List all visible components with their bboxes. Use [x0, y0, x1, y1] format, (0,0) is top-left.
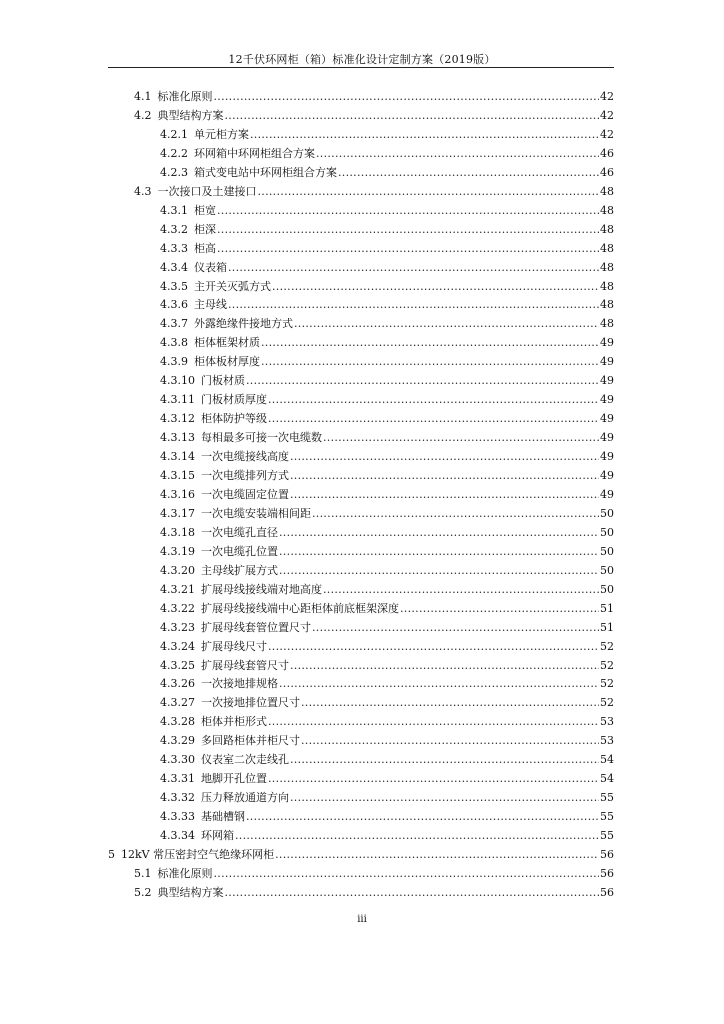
toc-dot-leader	[312, 619, 599, 638]
toc-dot-leader	[290, 789, 599, 808]
toc-dot-leader	[246, 808, 599, 827]
toc-entry-number: 4.3.6	[160, 298, 188, 312]
toc-entry[interactable]	[160, 770, 614, 789]
toc-entry[interactable]	[160, 240, 614, 259]
toc-entry-page: 55	[600, 829, 614, 843]
toc-entry-title: 每相最多可接一次电缆数	[201, 431, 322, 445]
toc-entry-page: 48	[600, 203, 614, 217]
toc-dot-leader	[301, 694, 599, 713]
toc-entry-page: 54	[600, 772, 614, 786]
toc-entry-page: 49	[600, 355, 614, 369]
toc-entry[interactable]	[160, 675, 614, 694]
toc-dot-leader	[316, 145, 599, 164]
toc-entry[interactable]	[160, 581, 614, 600]
toc-entry-title: 一次电缆接线高度	[201, 450, 289, 464]
toc-entry[interactable]	[160, 789, 614, 808]
toc-dot-leader	[323, 429, 599, 448]
toc-entry-title: 典型结构方案	[157, 885, 224, 899]
toc-entry-title: 柜宽	[194, 203, 216, 217]
toc-entry-number: 4.3.26	[160, 677, 195, 691]
toc-entry[interactable]	[160, 562, 614, 581]
toc-entry-number: 4.3.11	[160, 393, 195, 407]
toc-entry[interactable]	[160, 334, 614, 353]
toc-dot-leader	[290, 657, 599, 676]
toc-entry-number: 4.3.1	[160, 203, 188, 217]
toc-entry[interactable]	[160, 164, 614, 183]
toc-entry-title: 一次接口及土建接口	[157, 184, 257, 198]
toc-entry[interactable]	[160, 486, 614, 505]
toc-entry-number: 4.3.7	[160, 317, 188, 331]
toc-entry-number: 4.3.30	[160, 753, 195, 767]
toc-entry-page: 56	[600, 848, 614, 861]
toc-entry-page: 52	[600, 639, 614, 653]
toc-entry-title: 扩展母线尺寸	[201, 639, 267, 653]
toc-entry-page: 49	[600, 450, 614, 464]
toc-dot-leader	[225, 107, 600, 126]
toc-dot-leader	[268, 391, 599, 410]
toc-entry-page: 48	[600, 222, 614, 236]
toc-entry-number: 4.3.19	[160, 544, 195, 558]
toc-dot-leader	[217, 202, 599, 221]
toc-entry[interactable]	[160, 126, 614, 145]
page-header-title: 12千伏环网柜（箱）标准化设计定制方案（2019版）	[228, 53, 496, 66]
toc-entry-title: 地脚开孔位置	[201, 772, 267, 786]
toc-entry-title: 仪表箱	[194, 260, 227, 274]
toc-entry-page: 50	[600, 544, 614, 558]
toc-entry-number: 4.3.33	[160, 810, 195, 824]
toc-entry-number: 4.3.23	[160, 620, 195, 634]
toc-entry[interactable]	[134, 183, 614, 202]
toc-dot-leader	[301, 732, 599, 751]
toc-entry-page: 54	[600, 753, 614, 767]
toc-entry-title: 扩展母线套管位置尺寸	[201, 620, 311, 634]
toc-entry-page: 42	[600, 127, 614, 141]
toc-dot-leader	[258, 183, 600, 202]
toc-entry-title: 基础槽钢	[201, 810, 245, 824]
toc-dot-leader	[279, 524, 599, 543]
toc-entry-title: 扩展母线接线端对地高度	[201, 582, 322, 596]
toc-entry-page: 48	[600, 241, 614, 255]
toc-entry-number: 4.3.24	[160, 639, 195, 653]
toc-entry-page: 49	[600, 431, 614, 445]
toc-entry-title: 外露绝缘件接地方式	[194, 317, 293, 331]
toc-entry[interactable]	[160, 278, 614, 297]
toc-entry-number: 4.3.34	[160, 829, 195, 843]
toc-entry-number: 5.1	[134, 866, 152, 880]
toc-entry-number: 4.3.12	[160, 412, 195, 426]
toc-entry-page: 56	[600, 885, 614, 899]
toc-entry-number: 4.3.2	[160, 222, 188, 236]
page-number: iii	[357, 914, 367, 925]
toc-entry-title: 扩展母线套管尺寸	[201, 658, 289, 672]
toc-entry-title: 一次接地排位置尺寸	[201, 696, 300, 710]
toc-entry-page: 48	[600, 184, 614, 198]
toc-dot-leader	[290, 467, 599, 486]
toc-dot-leader	[217, 221, 599, 240]
toc-entry-title: 门板材质	[201, 374, 245, 388]
toc-entry-title: 仪表室二次走线孔	[201, 753, 289, 767]
toc-entry-page: 51	[600, 601, 614, 615]
toc-entry[interactable]	[160, 391, 614, 410]
toc-dot-leader	[250, 126, 599, 145]
toc-dot-leader	[217, 240, 599, 259]
toc-entry-title: 一次接地排规格	[201, 677, 278, 691]
toc-entry-page: 42	[600, 108, 614, 122]
toc-entry-title: 柜体防护等级	[201, 412, 267, 426]
toc-dot-leader	[290, 448, 599, 467]
toc-entry-title: 主母线扩展方式	[201, 563, 278, 577]
toc-dot-leader	[312, 505, 599, 524]
toc-entry-number: 4.3.18	[160, 525, 195, 539]
toc-entry[interactable]	[160, 808, 614, 827]
toc-entry-title: 单元柜方案	[194, 127, 249, 141]
toc-entry-page: 53	[600, 734, 614, 748]
toc-entry-number: 4.3.17	[160, 506, 195, 520]
toc-entry-number: 4.3.8	[160, 336, 188, 350]
toc-entry[interactable]	[160, 448, 614, 467]
toc-dot-leader	[235, 827, 599, 846]
toc-entry-page: 48	[600, 298, 614, 312]
toc-entry-number: 4.2	[134, 108, 152, 122]
toc-entry[interactable]	[160, 524, 614, 543]
toc-entry-page: 52	[600, 696, 614, 710]
toc-entry-title: 一次电缆安装端相间距	[201, 506, 311, 520]
toc-entry[interactable]	[160, 600, 614, 619]
toc-entry-title: 箱式变电站中环网柜组合方案	[194, 165, 337, 179]
toc-entry-number: 4.3.13	[160, 431, 195, 445]
toc-entry-number: 4.3.31	[160, 772, 195, 786]
toc-entry-number: 4.3.4	[160, 260, 188, 274]
toc-entry[interactable]	[134, 107, 614, 126]
toc-dot-leader	[228, 259, 599, 278]
toc-entry[interactable]	[160, 202, 614, 221]
toc-entry-page: 48	[600, 317, 614, 331]
toc-entry-number: 4.1	[134, 90, 152, 103]
toc-entry[interactable]	[160, 467, 614, 486]
toc-entry-number: 4.3.29	[160, 734, 195, 748]
toc-entry-number: 5	[108, 848, 115, 861]
toc-entry-number: 4.3.27	[160, 696, 195, 710]
toc-entry-title: 标准化原则	[157, 90, 213, 103]
toc-dot-leader	[323, 581, 599, 600]
toc-entry[interactable]	[160, 353, 614, 372]
toc-entry[interactable]	[160, 221, 614, 240]
toc-entry[interactable]	[160, 619, 614, 638]
toc-entry-title: 标准化原则	[157, 866, 213, 880]
toc-entry-title: 扩展母线接线端中心距柜体前底框架深度	[201, 601, 399, 615]
toc-entry-page: 49	[600, 374, 614, 388]
toc-dot-leader	[400, 600, 599, 619]
toc-entry-title: 柜高	[194, 241, 216, 255]
toc-dot-leader	[214, 88, 600, 107]
toc-entry-number: 4.2.3	[160, 165, 188, 179]
toc-entry-number: 4.3.5	[160, 279, 188, 293]
toc-entry[interactable]	[160, 410, 614, 429]
toc-entry-number: 4.3.32	[160, 791, 195, 805]
toc-entry[interactable]	[160, 296, 614, 315]
toc-entry-page: 42	[600, 90, 614, 103]
toc-entry[interactable]	[160, 429, 614, 448]
toc-entry-number: 5.2	[134, 885, 152, 899]
toc-dot-leader	[290, 486, 599, 505]
toc-entry-number: 4.2.2	[160, 146, 188, 160]
toc-entry[interactable]	[134, 88, 614, 107]
toc-entry-number: 4.2.1	[160, 127, 188, 141]
toc-entry-page: 48	[600, 260, 614, 274]
toc-entry-number: 4.3.28	[160, 715, 195, 729]
toc-entry-number: 4.3.9	[160, 355, 188, 369]
header-divider	[108, 67, 614, 68]
toc-entry-page: 50	[600, 563, 614, 577]
toc-entry[interactable]	[134, 865, 614, 884]
toc-entry[interactable]	[160, 694, 614, 713]
toc-entry[interactable]	[160, 315, 614, 334]
toc-entry-title: 环网箱	[201, 829, 234, 843]
toc-dot-leader	[228, 296, 599, 315]
toc-dot-leader	[261, 353, 599, 372]
toc-entry-number: 4.3.10	[160, 374, 195, 388]
toc-dot-leader	[279, 562, 599, 581]
toc-entry-title: 柜深	[194, 222, 216, 236]
toc-dot-leader	[268, 770, 599, 789]
toc-dot-leader	[214, 865, 600, 884]
toc-entry-page: 56	[600, 866, 614, 880]
toc-dot-leader	[268, 410, 599, 429]
toc-dot-leader	[275, 846, 599, 865]
toc-entry-number: 4.3.16	[160, 487, 195, 501]
toc-entry[interactable]	[160, 657, 614, 676]
toc-dot-leader	[290, 751, 599, 770]
toc-entry-title: 一次电缆固定位置	[201, 487, 289, 501]
toc-dot-leader	[268, 638, 599, 657]
toc-entry-title: 柜体板材厚度	[194, 355, 260, 369]
toc-entry-page: 49	[600, 487, 614, 501]
toc-entry-page: 53	[600, 715, 614, 729]
toc-entry-title: 一次电缆孔直径	[201, 525, 278, 539]
toc-dot-leader	[225, 884, 600, 903]
toc-entry-page: 55	[600, 810, 614, 824]
toc-entry-title: 多回路柜体并柜尺寸	[201, 734, 300, 748]
toc-entry-page: 46	[600, 165, 614, 179]
toc-entry-number: 4.3.15	[160, 469, 195, 482]
toc-entry-number: 4.3	[134, 184, 152, 198]
toc-entry[interactable]	[160, 505, 614, 524]
toc-dot-leader	[279, 543, 599, 562]
toc-entry-page: 49	[600, 393, 614, 407]
toc-entry[interactable]	[160, 145, 614, 164]
toc-entry[interactable]	[160, 751, 614, 770]
toc-entry-page: 46	[600, 146, 614, 160]
toc-entry[interactable]	[160, 732, 614, 751]
toc-entry[interactable]	[108, 846, 614, 865]
toc-dot-leader	[261, 334, 599, 353]
toc-entry-page: 49	[600, 336, 614, 350]
toc-entry-page: 50	[600, 582, 614, 596]
toc-entry-page: 49	[600, 412, 614, 426]
toc-entry-title: 柜体框架材质	[194, 336, 260, 350]
toc-entry-number: 4.3.14	[160, 450, 195, 464]
toc-entry[interactable]	[160, 638, 614, 657]
toc-entry-page: 49	[600, 469, 614, 482]
toc-entry-title: 环网箱中环网柜组合方案	[194, 146, 315, 160]
toc-entry-page: 50	[600, 506, 614, 520]
toc-entry-title: 门板材质厚度	[201, 393, 267, 407]
toc-dot-leader	[279, 675, 599, 694]
toc-entry-page: 51	[600, 620, 614, 634]
toc-entry-title: 典型结构方案	[157, 108, 224, 122]
toc-entry-page: 50	[600, 525, 614, 539]
toc-entry-number: 4.3.20	[160, 563, 195, 577]
toc-entry[interactable]	[160, 259, 614, 278]
toc-entry-title: 压力释放通道方向	[201, 791, 289, 805]
toc-entry-title: 一次电缆排列方式	[201, 469, 289, 482]
toc-entry-title: 柜体并柜形式	[201, 715, 267, 729]
toc-entry-page: 52	[600, 677, 614, 691]
toc-entry-page: 55	[600, 791, 614, 805]
toc-entry-title: 12kV 常压密封空气绝缘环网柜	[121, 848, 275, 861]
toc-entry-number: 4.3.22	[160, 601, 195, 615]
toc-dot-leader	[294, 315, 599, 334]
toc-dot-leader	[338, 164, 599, 183]
toc-entry[interactable]	[134, 884, 614, 903]
toc-entry-number: 4.3.25	[160, 658, 195, 672]
toc-dot-leader	[246, 372, 599, 391]
toc-entry[interactable]	[160, 827, 614, 846]
toc-entry[interactable]	[160, 372, 614, 391]
toc-entry-title: 主开关灭弧方式	[194, 279, 271, 293]
toc-entry-page: 48	[600, 279, 614, 293]
toc-dot-leader	[268, 713, 599, 732]
toc-entry-number: 4.3.3	[160, 241, 188, 255]
toc-entry-page: 52	[600, 658, 614, 672]
toc-dot-leader	[272, 278, 599, 297]
toc-entry[interactable]	[160, 713, 614, 732]
toc-entry-title: 主母线	[194, 298, 227, 312]
toc-entry-title: 一次电缆孔位置	[201, 544, 278, 558]
toc-entry-number: 4.3.21	[160, 582, 195, 596]
toc-entry[interactable]	[160, 543, 614, 562]
